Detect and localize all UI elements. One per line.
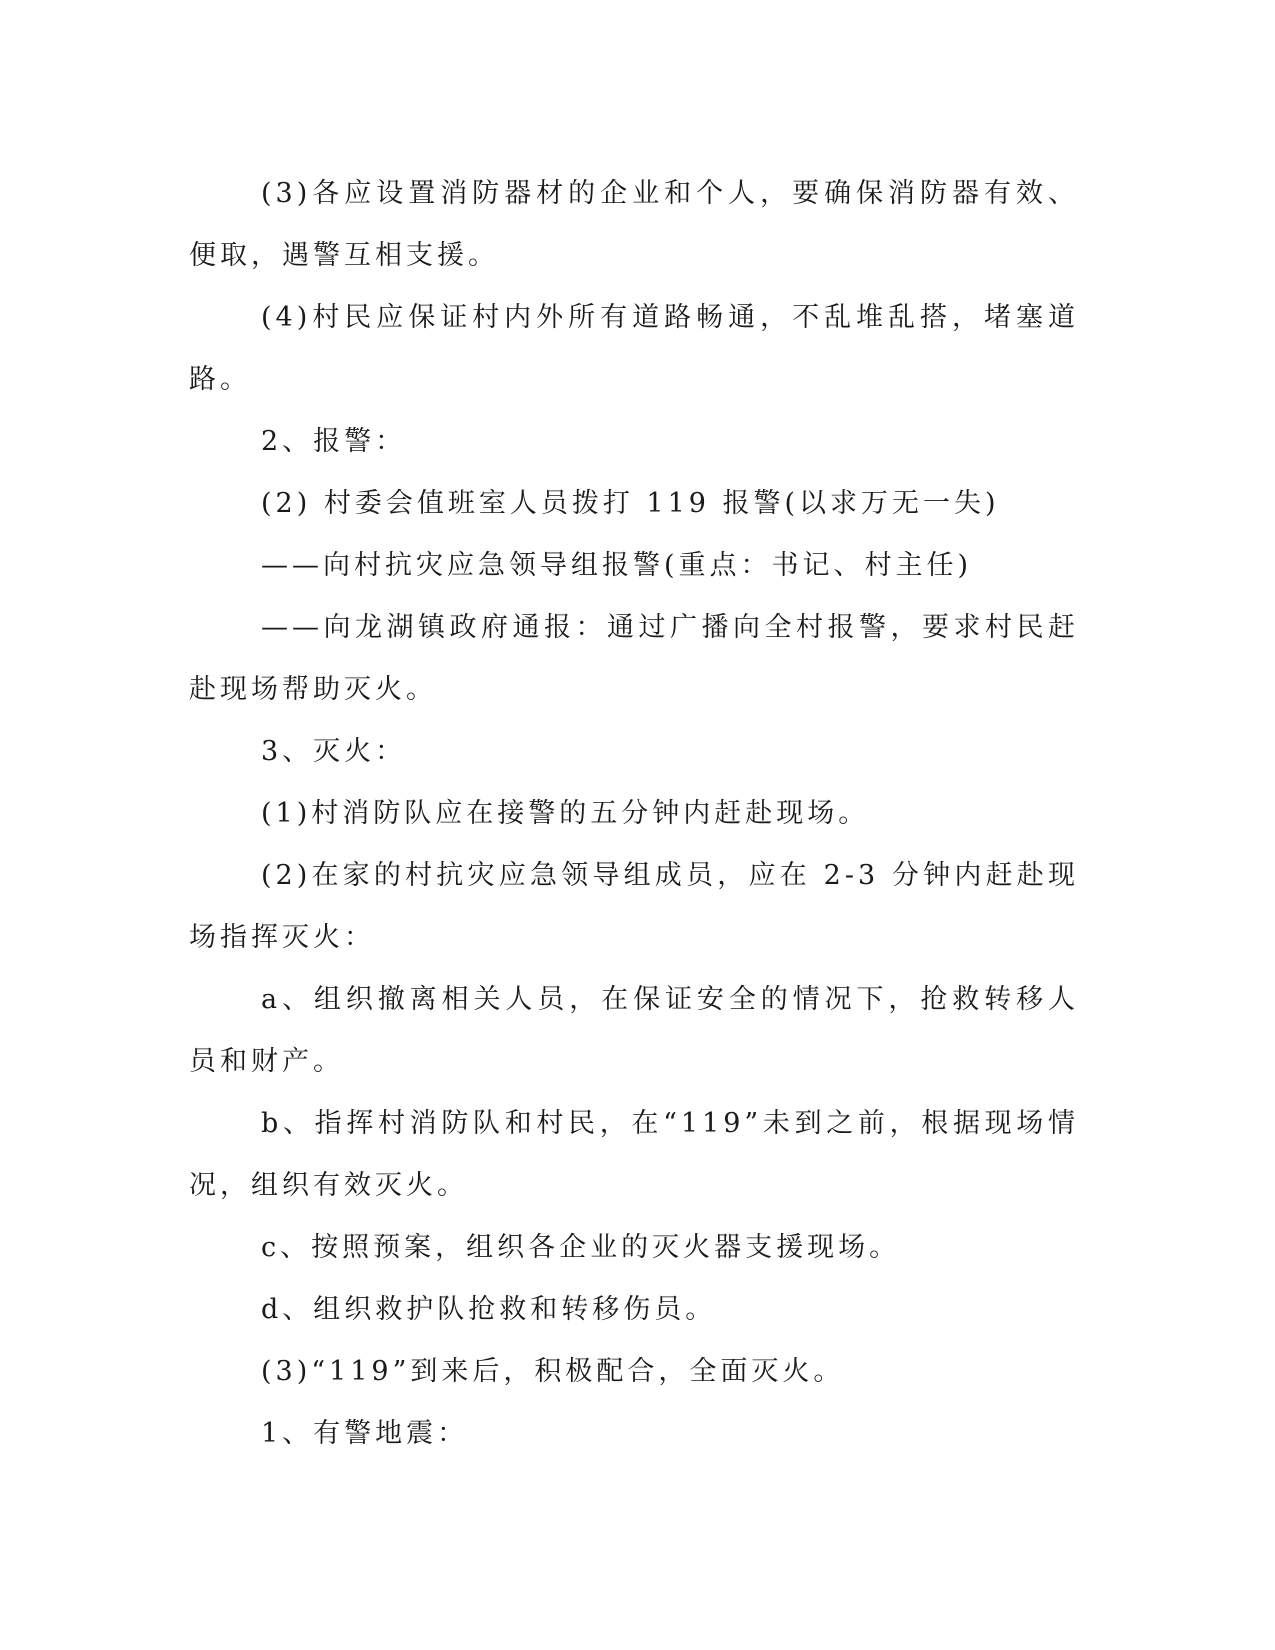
list-item-b: b、指挥村消防队和村民，在“119”未到之前，根据现场情况，组织有效灭火。 bbox=[189, 1108, 1079, 1201]
paragraph-fire-team: (1)村消防队应在接警的五分钟内赶赴现场。 bbox=[261, 798, 870, 829]
heading-earthquake: 1、有警地震： bbox=[261, 1418, 469, 1449]
paragraph-report-leadership: ——向村抗灾应急领导组报警(重点：书记、村主任) bbox=[261, 550, 973, 581]
heading-firefighting: 3、灭火： bbox=[261, 736, 407, 767]
paragraph-notify-government: ——向龙湖镇政府通报：通过广播向全村报警，要求村民赶赴现场帮助灭火。 bbox=[189, 612, 1079, 705]
list-item-c: c、按照预案，组织各企业的灭火器支援现场。 bbox=[261, 1232, 901, 1263]
list-item-a: a、组织撤离相关人员，在保证安全的情况下，抢救转移人员和财产。 bbox=[189, 984, 1079, 1077]
document-body bbox=[189, 163, 1079, 1465]
heading-alarm: 2、报警： bbox=[261, 426, 407, 457]
paragraph-road-clear: (4)村民应保证村内外所有道路畅通，不乱堆乱搭，堵塞道路。 bbox=[189, 302, 1079, 395]
paragraph-leadership-command: (2)在家的村抗灾应急领导组成员，应在 2-3 分钟内赶赴现场指挥灭火： bbox=[189, 860, 1079, 953]
list-item-d: d、组织救护队抢救和转移伤员。 bbox=[261, 1294, 717, 1325]
paragraph-call-119: (2) 村委会值班室人员拨打 119 报警(以求万无一失) bbox=[261, 488, 1000, 519]
paragraph-cooperate-119: (3)“119”到来后，积极配合，全面灭火。 bbox=[261, 1356, 845, 1387]
paragraph-equipment-support: (3)各应设置消防器材的企业和个人，要确保消防器有效、便取，遇警互相支援。 bbox=[189, 178, 1079, 271]
